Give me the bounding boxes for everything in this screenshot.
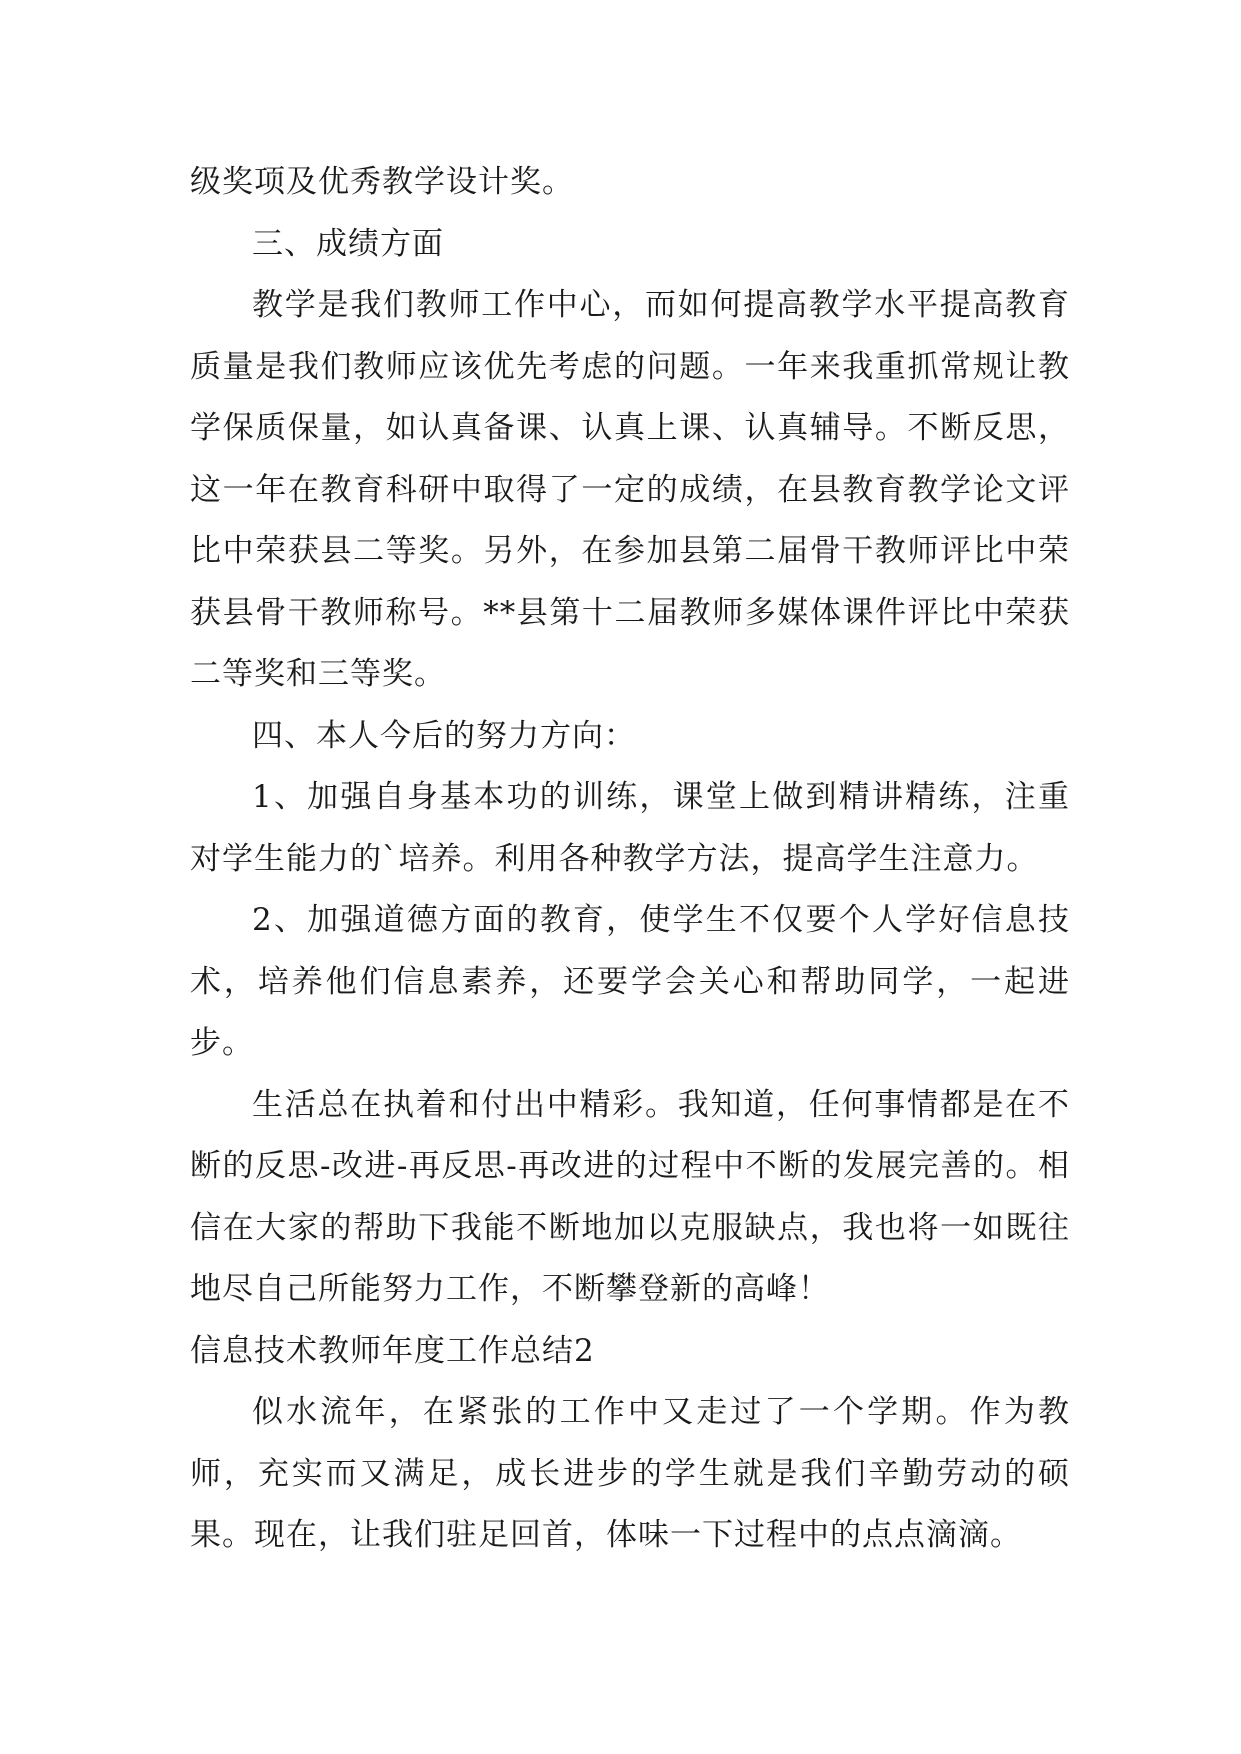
list-item-1: 1、加强自身基本功的训练，课堂上做到精讲精练，注重对学生能力的`培养。利用各种教学方法，提高学生注意力。 (190, 779, 1070, 877)
section-heading-future-direction: 四、本人今后的努力方向： (252, 717, 636, 754)
section-title: 信息技术教师年度工作总结2 (190, 1332, 595, 1369)
paragraph-achievements: 教学是我们教师工作中心，而如何提高教学水平提高教育质量是我们教师应该优先考虑的问题。一年来我重抓常规让教学保质保量，如认真备课、认真上课、认真辅导。不断反思，这一年在教育科研中取得了一定的成绩，在县教育教学论文评比中荣获县二等奖。另外，在参加县第二届骨干教师评比中荣获县骨干教师称号。**县第十二届教师多媒体课件评比中荣获二等奖和三等奖。 (190, 287, 1070, 692)
section-heading-achievements: 三、成绩方面 (252, 225, 444, 262)
paragraph-continuation: 级奖项及优秀教学设计奖。 (190, 164, 574, 200)
list-item-2: 2、加强道德方面的教育，使学生不仅要个人学好信息技术，培养他们信息素养，还要学会关心和帮助同学，一起进步。 (190, 902, 1070, 1061)
paragraph-opening: 似水流年，在紧张的工作中又走过了一个学期。作为教师，充实而又满足，成长进步的学生就是我们辛勤劳动的硕果。现在，让我们驻足回首，体味一下过程中的点点滴滴。 (190, 1394, 1070, 1553)
document-body (190, 152, 1070, 1567)
paragraph-conclusion: 生活总在执着和付出中精彩。我知道，任何事情都是在不断的反思-改进-再反思-再改进的过程中不断的发展完善的。相信在大家的帮助下我能不断地加以克服缺点，我也将一如既往地尽自己所能努力工作，不断攀登新的高峰！ (190, 1086, 1070, 1307)
